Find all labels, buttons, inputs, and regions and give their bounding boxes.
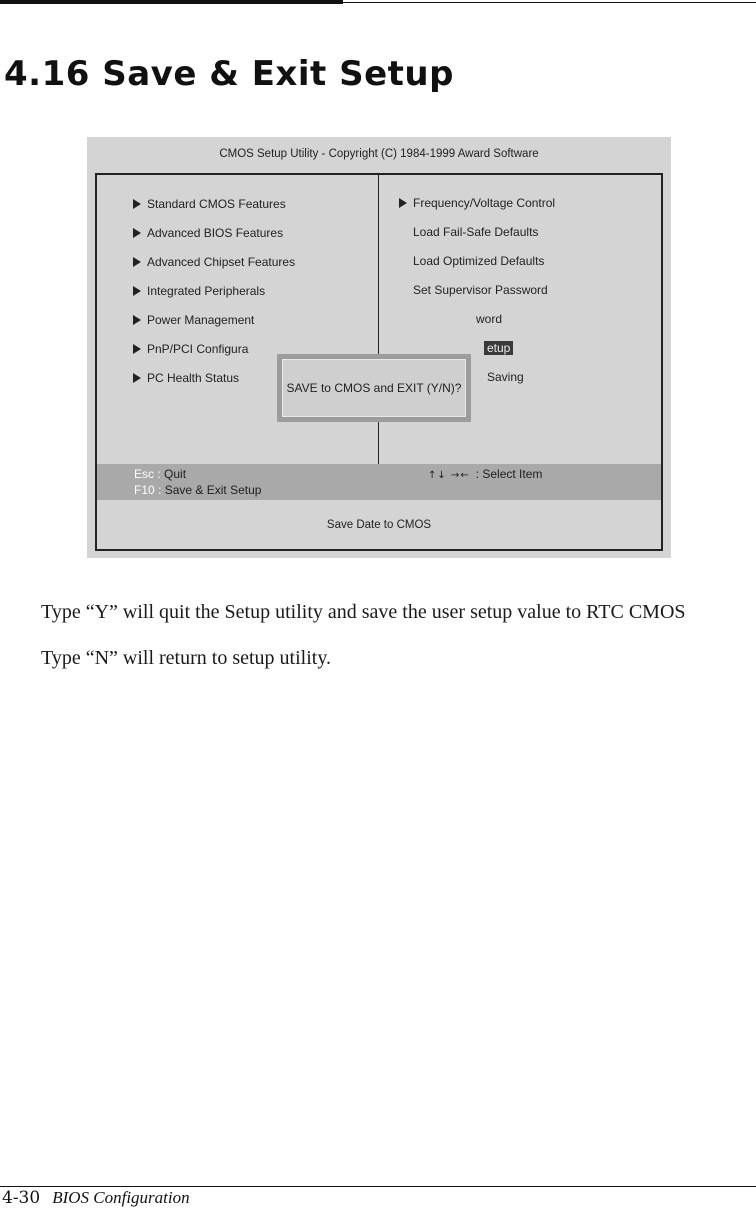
- menu-item-exit-without-saving[interactable]: Saving: [487, 370, 524, 384]
- menu-item-advanced-chipset[interactable]: Advanced Chipset Features: [133, 254, 295, 270]
- menu-item-supervisor-password[interactable]: Set Supervisor Password: [413, 283, 548, 297]
- menu-item-standard-cmos[interactable]: Standard CMOS Features: [133, 196, 286, 212]
- dialog-body: [282, 359, 466, 417]
- help-esc: Esc : Quit: [134, 467, 187, 481]
- submenu-arrow-icon: [133, 315, 141, 325]
- menu-item-user-password[interactable]: word: [476, 312, 503, 326]
- footer-rule: [0, 1186, 756, 1187]
- bios-header: CMOS Setup Utility - Copyright (C) 1984-1999 Award Software: [219, 148, 539, 160]
- menu-item-frequency-voltage[interactable]: Frequency/Voltage Control: [399, 195, 555, 211]
- help-f10: F10 : Save & Exit Setup: [134, 483, 262, 497]
- submenu-arrow-icon: [133, 228, 141, 238]
- chapter-title: BIOS Configuration: [52, 1188, 190, 1207]
- menu-item-pnp-pci[interactable]: PnP/PCI Configura: [133, 341, 248, 357]
- header-rule-thick: [0, 0, 343, 4]
- arrow-keys-icon: ↑↓ →←: [428, 470, 470, 481]
- submenu-arrow-icon: [133, 373, 141, 383]
- submenu-arrow-icon: [133, 257, 141, 267]
- submenu-arrow-icon: [133, 199, 141, 209]
- help-navigation: ↑↓ →← : Select Item: [428, 467, 543, 481]
- page-number: 4-30: [2, 1188, 41, 1208]
- menu-item-pc-health[interactable]: PC Health Status: [133, 370, 239, 386]
- menu-item-advanced-bios[interactable]: Advanced BIOS Features: [133, 225, 283, 241]
- page-footer: [2, 1188, 190, 1208]
- menu-item-integrated-peripherals[interactable]: Integrated Peripherals: [133, 283, 265, 299]
- bios-main-frame: [95, 173, 663, 551]
- menu-item-save-exit-setup[interactable]: etup: [484, 340, 513, 356]
- body-paragraph-1: Type “Y” will quit the Setup utility and save the user setup value to RTC CMOS: [41, 601, 686, 623]
- header-rule-thin: [343, 2, 756, 3]
- menu-item-load-optimized[interactable]: Load Optimized Defaults: [413, 254, 545, 268]
- section-title: 4.16 Save & Exit Setup: [4, 54, 454, 94]
- submenu-arrow-icon: [133, 286, 141, 296]
- body-paragraph-2: Type “N” will return to setup utility.: [41, 647, 332, 669]
- status-line: Save Date to CMOS: [326, 519, 432, 531]
- submenu-arrow-icon: [133, 344, 141, 354]
- menu-item-power-management[interactable]: Power Management: [133, 312, 254, 328]
- submenu-arrow-icon: [399, 198, 407, 208]
- dialog-prompt: SAVE to CMOS and EXIT (Y/N)?: [286, 381, 462, 395]
- save-exit-dialog[interactable]: [277, 354, 471, 422]
- help-bar: [97, 464, 661, 500]
- bios-screenshot: [87, 137, 671, 558]
- menu-item-load-failsafe[interactable]: Load Fail-Safe Defaults: [413, 225, 539, 239]
